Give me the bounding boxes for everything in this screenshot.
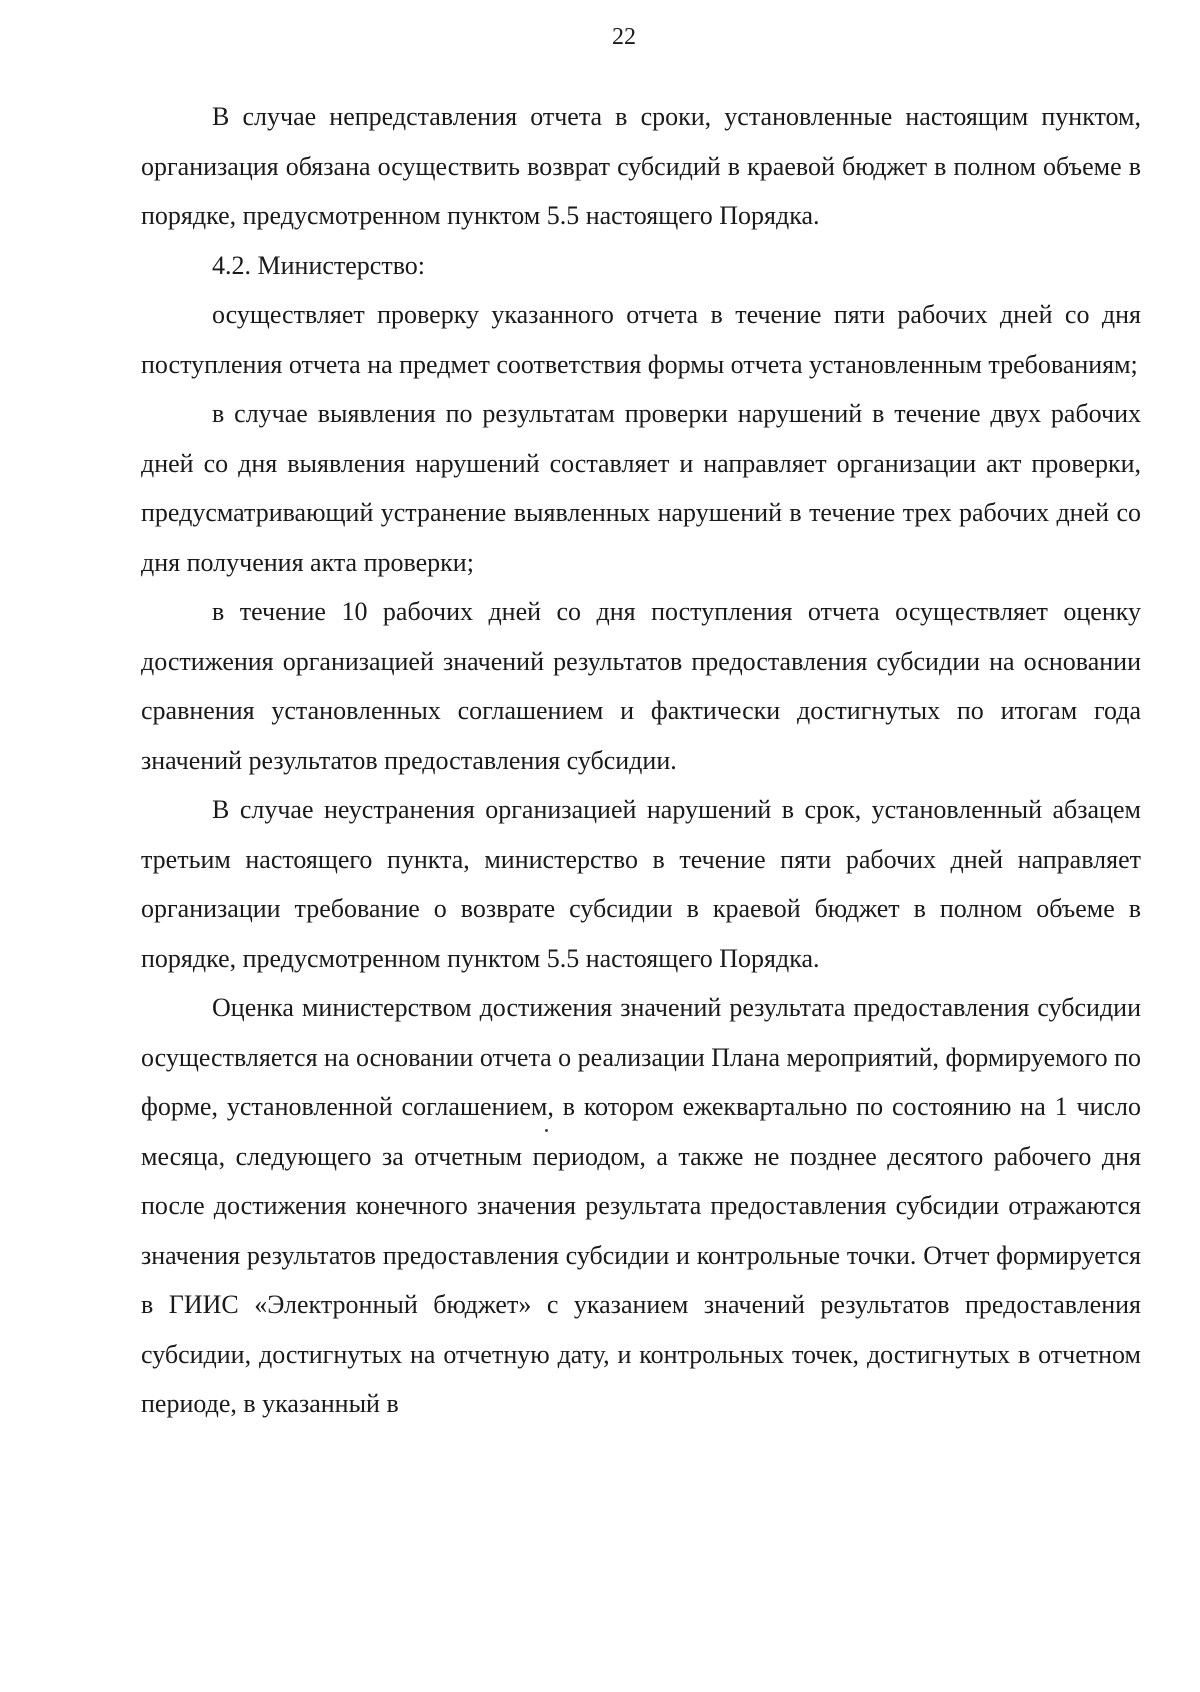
paragraph-report-nonsubmission: В случае непредставления отчета в сроки, установленные настоящим пунктом, организация обязана осуществить возврат субсидий в краевой бюджет в полном объеме в порядке, предусмотренном пунктом 5.5 настоящего Порядка. bbox=[141, 102, 1141, 230]
page-number: 22 bbox=[612, 24, 636, 50]
paragraph-assessment-method: Оценка министерством достижения значений результата предоставления субсидии осуществляется на основании отчета о реализации Плана мероприятий, формируемого по форме, установленной соглашением, в котором ежеквартально по состоянию на 1 число месяца, следующего за отчетным периодом, а также не позднее десятого рабочего дня после достижения конечного значения результата предоставления субсидии отражаются значения результатов предоставления субсидии и контрольные точки. Отчет формируется в ГИИС «Электронный бюджет» с указанием значений результатов предоставления субсидии, достигнутых на отчетную дату, и контрольных точек, достигнутых в отчетном периоде, в указанный в bbox=[141, 993, 1142, 1418]
paragraph-report-check: осуществляет проверку указанного отчета в течение пяти рабочих дней со дня поступления отчета на предмет соответствия формы отчета установленным требованиям; bbox=[141, 300, 1141, 379]
paragraph-section-4-2-heading: 4.2. Министерство: bbox=[212, 250, 426, 280]
scan-speck bbox=[545, 1129, 548, 1132]
document-body bbox=[141, 92, 1141, 1429]
paragraph-results-assessment: в течение 10 рабочих дней со дня поступления отчета осуществляет оценку достижения организацией значений результатов предоставления субсидии на основании сравнения установленных соглашением и фактически достигнутых по итогам года значений результатов предоставления субсидии. bbox=[141, 597, 1141, 775]
paragraph-subsidy-return-demand: В случае неустранения организацией нарушений в срок, установленный абзацем третьим настоящего пункта, министерство в течение пяти рабочих дней направляет организации требование о возврате субсидии в краевой бюджет в полном объеме в порядке, предусмотренном пунктом 5.5 настоящего Порядка. bbox=[141, 795, 1141, 973]
paragraph-violations-act: в случае выявления по результатам проверки нарушений в течение двух рабочих дней со дня выявления нарушений составляет и направляет организации акт проверки, предусматривающий устранение выявленных нарушений в течение трех рабочих дней со дня получения акта проверки; bbox=[141, 399, 1141, 577]
